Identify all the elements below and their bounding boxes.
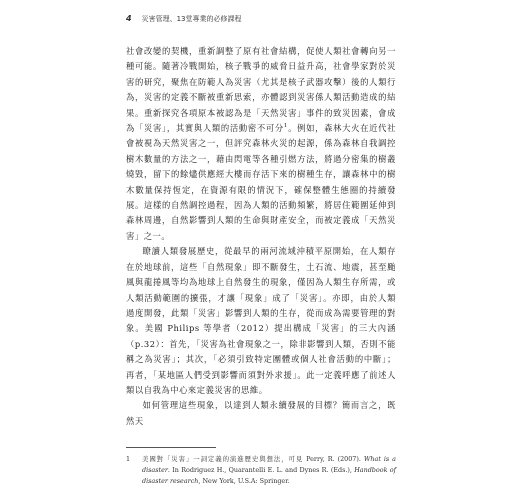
paragraph-2: 瞭讀人類發展歷史，從最早的兩河流域沖積平原開始，在人類存在於地球前，這些「自然現象」即不斷發生，土石流、地震，甚至颱風與龍捲風等均為地球上自然發生的現象，僅因為人類生存所需，或人類活動範圍的擴張，才讓「現象」成了「災害」。亦即，由於人類過度開發，此類「災害」影響到人類的生存，從而成為需要管理的對象。美國 Philips 等學者（2012）提出構成「災害」的三大內涵（p.32）：首先，「災害為社會現象之一，除非影響到人類，否則不能稱之為災害」；其次，「必須引致特定團體或個人社會活動的中斷」；再者，「某地區人們受到影響而須對外求援」。此一定義呼應了前述人類以自我為中心來定義災害的思維。	[126, 246, 396, 395]
footnote	[126, 454, 396, 487]
footnote-text	[142, 454, 396, 487]
footnote-number: 1	[126, 455, 131, 464]
paragraph-1	[126, 44, 396, 244]
footnote-divider	[126, 447, 216, 448]
footnote-tail: , New York, U.S.A: Springer.	[198, 477, 290, 486]
running-head	[126, 14, 396, 30]
book-page	[126, 14, 396, 484]
footnote-marker[interactable]: 1	[283, 123, 288, 130]
footnote-lead: 美國對「災害」一詞定義的演進歷史與想法，可見 Perry, R. (2007).	[142, 455, 364, 464]
body-text	[126, 44, 396, 429]
footnote-mid: . In Rodriguez H., Quarantelli E. L. and Dynes R. (Eds.),	[167, 466, 355, 475]
page-number: 4	[126, 14, 132, 23]
footnote-title-2: Handbook of disaster research	[142, 466, 396, 486]
paragraph-3: 如何管理這些現象，以達到人類永續發展的目標？簡而言之，既然天	[126, 400, 396, 426]
paragraph-1-part-1: 社會改變的契機，重新調整了原有社會結構，促使人類社會轉向另一種可能。隨著冷戰開始，核子戰爭的威脅日益升高，社會學家對於災害的研究，聚焦在防範人為災害（尤其是核子武器攻擊）後的人類行為，災害的定義不斷被重新思索，亦體認到災害係人類活動造成的結果。重新探究各項原本被認為是「天然災害」事件的致災因素，會成為「災害」，其實與人類的活動密不可分	[126, 46, 396, 134]
book-title: 災害管理、13堂專業的必修課程	[141, 15, 242, 23]
footnote-title-1: What is a disaster	[142, 455, 396, 475]
paragraph-1-part-2: 。例如，森林大火在近代社會被視為天然災害之一，但評究森林火災的起源，係為森林自我調控樹木數量的方法之一，藉由閃電等各種引燃方法，將過分密集的樹叢燒毀，留下的餘燼供應經大樓而存活下來的樹種生存，讓森林中的樹木數量保持恆定，在資源有限的情況下，確保整體生態圈的持續發展。這樣的自然調控過程，因為人類的活動頻繁，將居住範圍延伸到森林周邊，自然影響到人類的生命與財產安全，而被定義成「天然災害」之一。	[126, 123, 396, 241]
